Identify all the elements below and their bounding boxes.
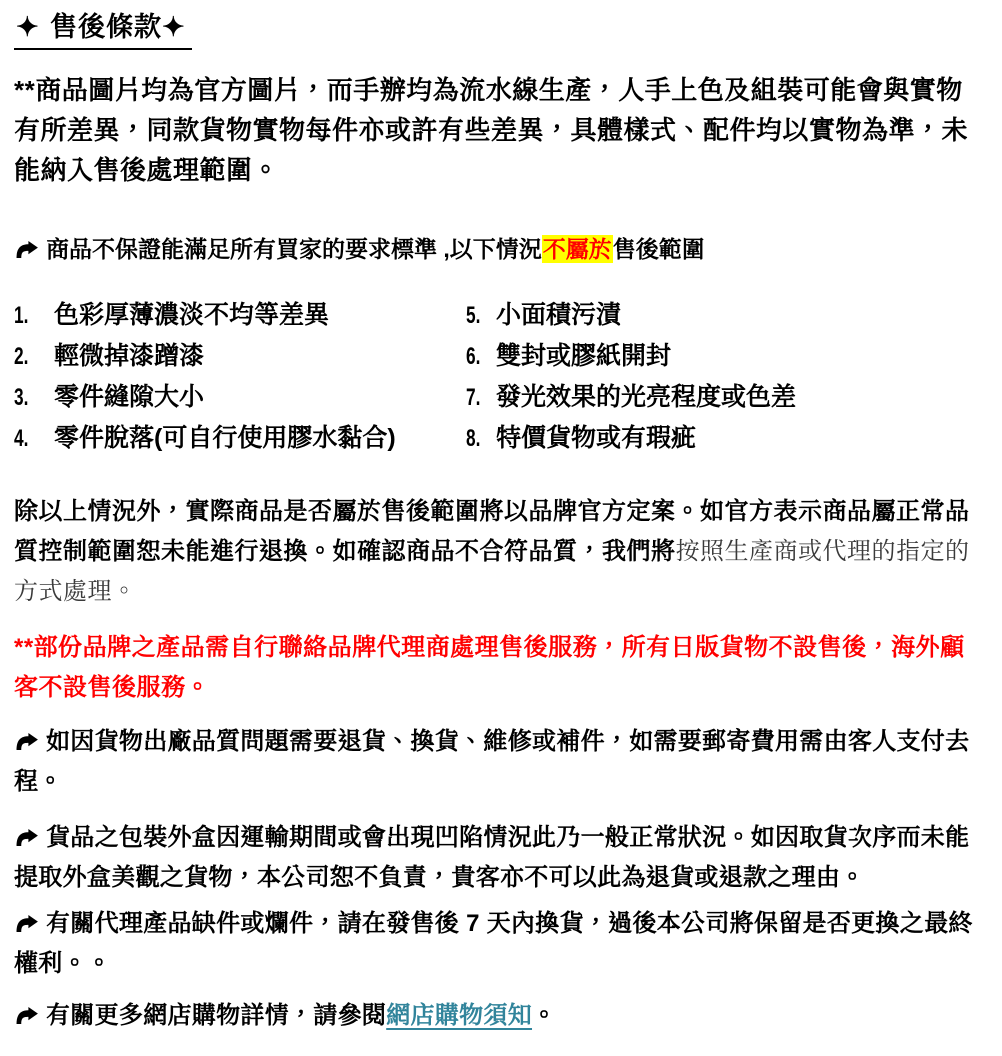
page-title: ✦ 售後條款✦ <box>14 12 192 50</box>
list-item-number: 7. <box>466 383 481 411</box>
exclusions-heading-post: 售後範圍 <box>612 236 705 262</box>
list-item-label: 雙封或膠紙開封 <box>496 341 672 370</box>
exclusions-list <box>14 292 986 456</box>
list-item <box>14 418 466 454</box>
list-item <box>466 377 986 413</box>
list-item-label: 小面積污漬 <box>496 300 622 329</box>
list-item <box>14 295 466 331</box>
list-item-number: 4. <box>14 424 29 452</box>
list-item-label: 色彩厚薄濃淡不均等差異 <box>54 300 330 329</box>
note-text: 貨品之包裝外盒因運輸期間或會出現凹陷情況此乃一般正常狀況。如因取貨次序而未能提取外盒美觀之貨物，本公司恕不負責，貴客亦不可以此為退貨或退款之理由。 <box>14 824 970 891</box>
exclusions-heading <box>14 234 986 264</box>
curved-right-arrow-icon <box>14 828 39 847</box>
note-packaging <box>14 818 986 898</box>
list-item-number: 8. <box>466 424 481 452</box>
list-item-number: 3. <box>14 383 29 411</box>
policy-main-text: 除以上情況外，實際商品是否屬於售後範圍將以品牌官方定案。如官方表示商品屬正常品質控制範圍恕未能進行退換。如確認商品不合符品質，我們將 <box>14 498 970 565</box>
curved-right-arrow-icon <box>14 914 39 933</box>
note-missing-parts <box>14 904 986 984</box>
exclusions-heading-pre: 商品不保證能滿足所有買家的要求標準 ,以下情況 <box>46 236 542 262</box>
policy-detail-text: 按照生產商或代理的指定的方式處理。 <box>14 538 970 605</box>
store-shopping-guide-link[interactable]: 網店購物須知 <box>386 1002 533 1029</box>
note-text-suffix: 。 <box>532 1002 557 1029</box>
curved-right-arrow-icon <box>14 1006 39 1025</box>
curved-right-arrow-icon <box>14 240 39 259</box>
official-decision-paragraph <box>14 492 986 612</box>
agency-red-notice: **部份品牌之產品需自行聯絡品牌代理商處理售後服務，所有日版貨物不設售後，海外顧客不設售後服務。 <box>14 634 965 701</box>
list-item-label: 發光效果的光亮程度或色差 <box>496 382 797 411</box>
note-text: 如因貨物出廠品質問題需要退貨、換貨、維修或補件，如需要郵寄費用需由客人支付去程。 <box>14 728 970 795</box>
list-item-number: 2. <box>14 342 29 370</box>
list-item <box>14 377 466 413</box>
list-item-label: 輕微掉漆蹭漆 <box>54 341 205 370</box>
note-more-info <box>14 996 986 1036</box>
list-item <box>466 418 986 454</box>
curved-right-arrow-icon <box>14 732 39 751</box>
note-shipping-cost <box>14 722 986 802</box>
list-item <box>14 336 466 372</box>
note-text: 有關更多網店購物詳情，請參閱 <box>46 1002 387 1029</box>
list-item <box>466 295 986 331</box>
list-item-number: 5. <box>466 301 481 329</box>
list-item <box>466 336 986 372</box>
list-item-label: 特價貨物或有瑕疵 <box>496 423 697 452</box>
highlight-not-covered: 不屬於 <box>542 236 612 262</box>
list-item-number: 1. <box>14 301 29 329</box>
list-item-number: 6. <box>466 342 481 370</box>
list-item-label: 零件縫隙大小 <box>54 382 205 411</box>
list-item-label: 零件脫落(可自行使用膠水黏合) <box>54 423 396 452</box>
note-text: 有關代理產品缺件或爛件，請在發售後 7 天內換貨，過後本公司將保留是否更換之最終權利。。 <box>14 910 973 977</box>
intro-paragraph: **商品圖片均為官方圖片，而手辦均為流水線生產，人手上色及組裝可能會與實物有所差異，同款貨物實物每件亦或許有些差異，具體樣式、配件均以實物為準，未能納入售後處理範圍。 <box>14 75 969 185</box>
